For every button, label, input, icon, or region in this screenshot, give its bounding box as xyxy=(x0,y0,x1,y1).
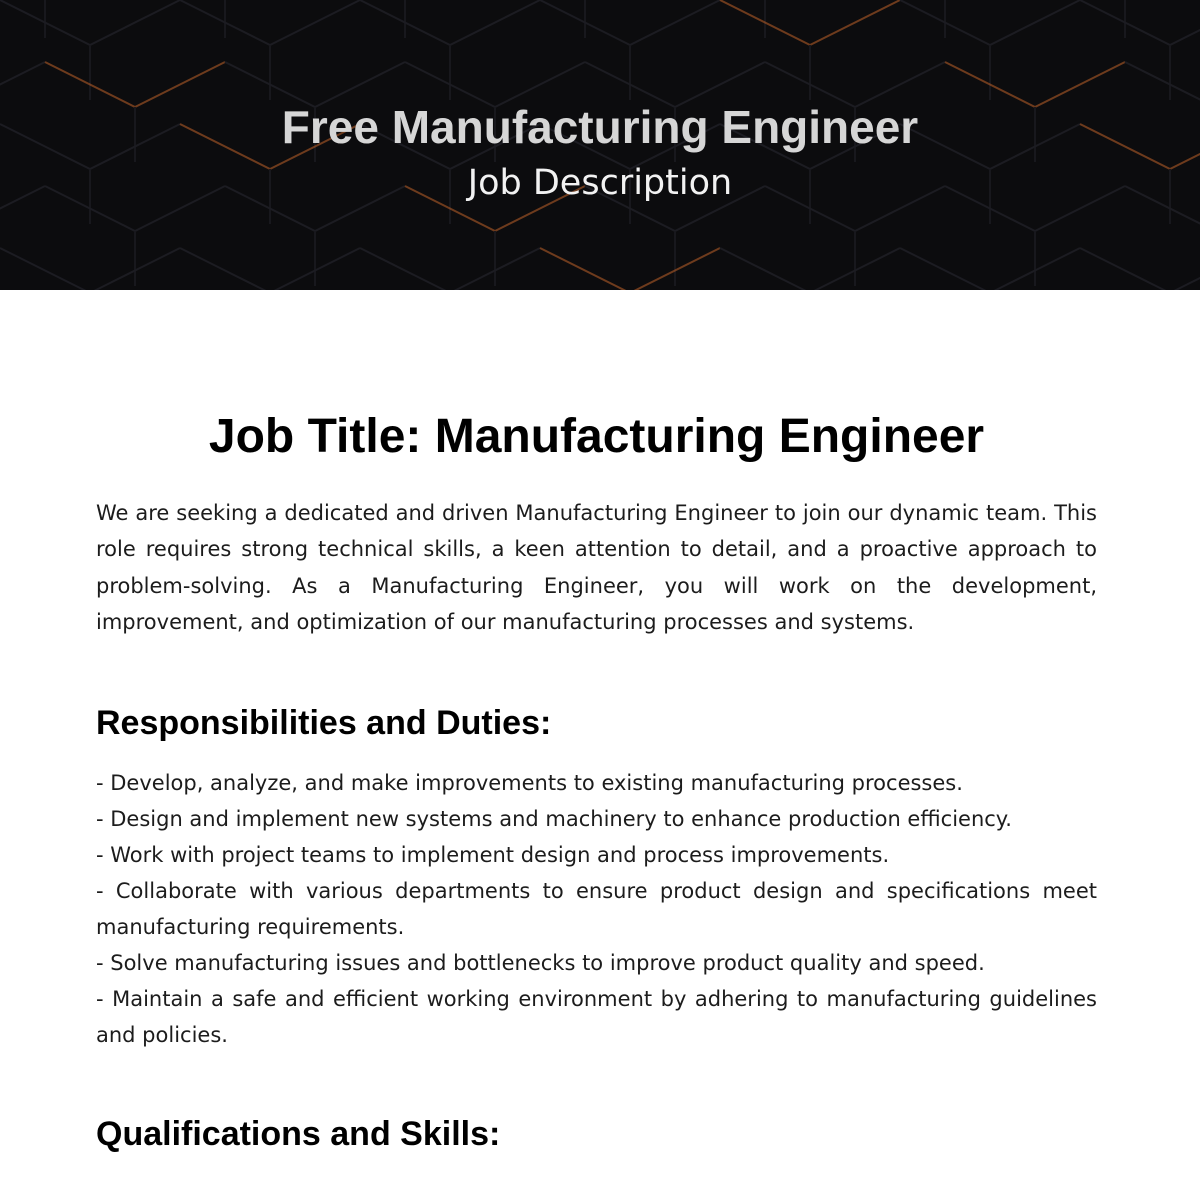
intro-paragraph: We are seeking a dedicated and driven Manufacturing Engineer to join our dynamic team. This role requires strong technical skills, a keen attention to detail, and a proactive approach to problem-solving. As a Manufacturing Engineer, you will work on the development, improvement, and optimization of our manufacturing processes and systems. xyxy=(96,501,1097,635)
qualifications-heading: Qualifications and Skills: xyxy=(96,1114,501,1153)
list-item: - Design and implement new systems and machinery to enhance production efficiency. xyxy=(96,806,1012,831)
banner-title: Free Manufacturing Engineer xyxy=(281,101,919,153)
document-body xyxy=(96,290,1097,1156)
list-item: - Solve manufacturing issues and bottlenecks to improve product quality and speed. xyxy=(96,950,985,975)
list-item: - Maintain a safe and efficient working environment by adhering to manufacturing guidelines and policies. xyxy=(96,986,1097,1047)
list-item: - Work with project teams to implement design and process improvements. xyxy=(96,842,890,867)
responsibilities-list xyxy=(96,765,1097,1053)
list-item: - Collaborate with various departments to ensure product design and specifications meet manufacturing requirements. xyxy=(96,878,1097,939)
job-title-heading: Job Title: Manufacturing Engineer xyxy=(208,410,985,463)
header-banner xyxy=(0,0,1200,290)
responsibilities-heading: Responsibilities and Duties: xyxy=(96,703,552,742)
banner-subtitle: Job Description xyxy=(467,163,733,203)
list-item: - Develop, analyze, and make improvements to existing manufacturing processes. xyxy=(96,770,963,795)
